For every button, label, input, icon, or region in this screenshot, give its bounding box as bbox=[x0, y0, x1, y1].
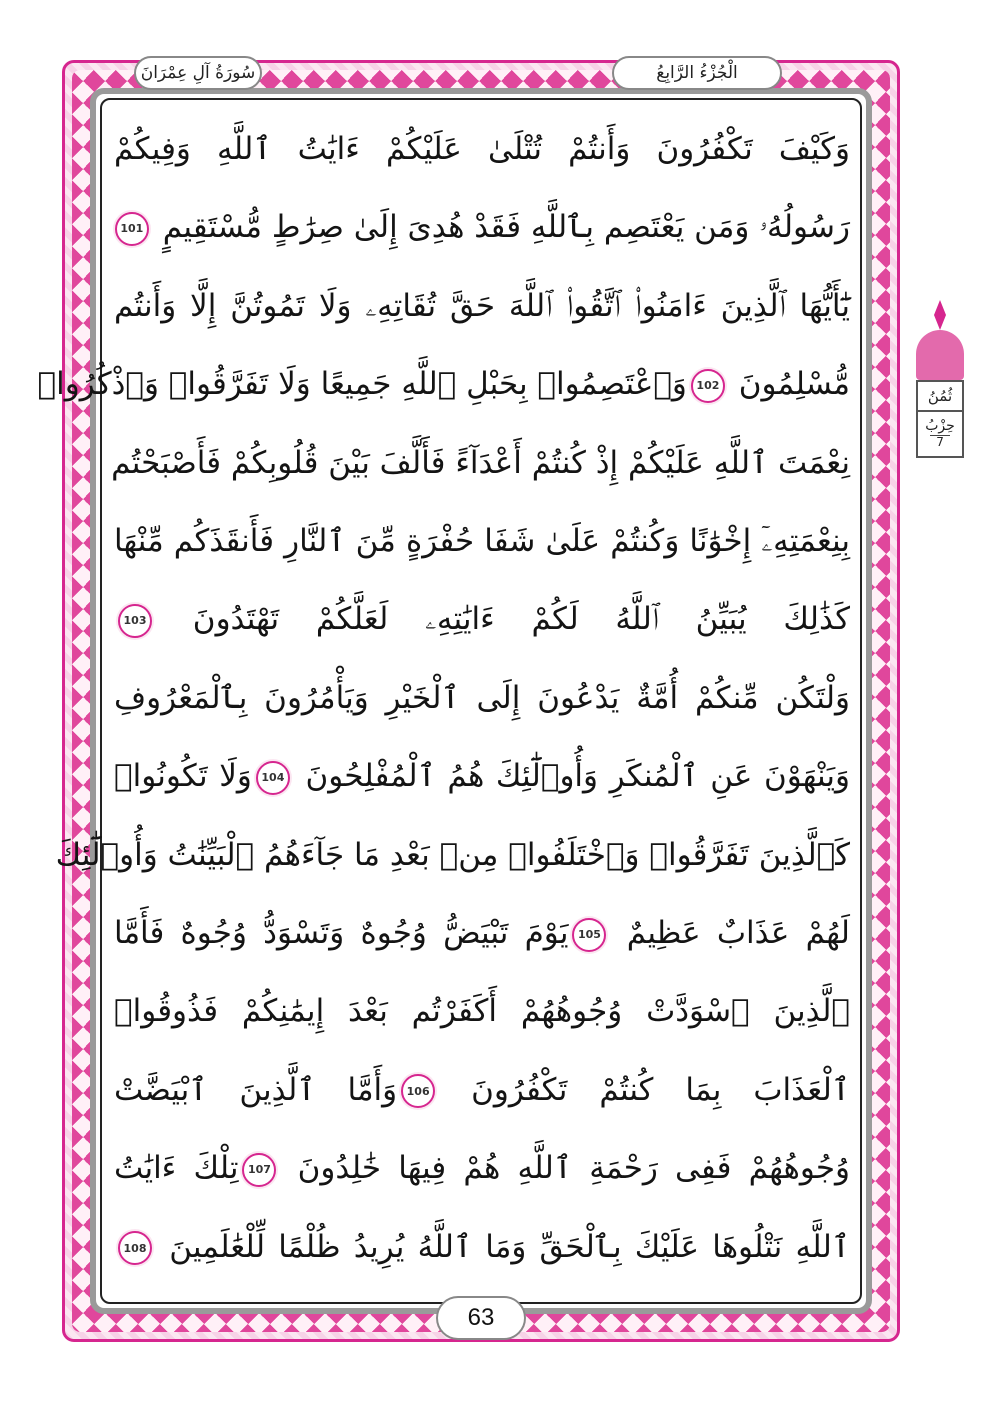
juz-title: الْجُزْءُ الرَّابِعُ bbox=[612, 56, 782, 90]
verse-line bbox=[114, 190, 850, 264]
verse-line bbox=[114, 504, 850, 578]
hizb-finial-ornament bbox=[934, 300, 946, 330]
verse-line bbox=[114, 1210, 850, 1284]
verse-line bbox=[114, 582, 850, 656]
verse-number-marker: 107 bbox=[242, 1153, 276, 1187]
verse-text: يَوْمَ تَبْيَضُّ وُجُوهٌ وَتَسْوَدُّ وُجُوهٌ فَأَمَّا bbox=[114, 915, 569, 951]
verse-text: كَٱلَّذِينَ تَفَرَّقُوا۟ وَٱخْتَلَفُوا۟ مِنۢ بَعْدِ مَا جَآءَهُمُ ٱلْبَيِّنَٰتُ وَأُو۟لَٰٓئِكَ bbox=[55, 836, 850, 873]
hizb-box bbox=[916, 412, 964, 458]
verse-line bbox=[114, 1131, 850, 1205]
verse-text-area bbox=[37, 112, 851, 1288]
verse-text: وَلَا تَكُونُوا۟ bbox=[114, 758, 252, 795]
verse-text: ٱللَّهِ نَتْلُوهَا عَلَيْكَ بِٱلْحَقِّ وَمَا ٱللَّهُ يُرِيدُ ظُلْمًا لِّلْعَٰلَمِينَ bbox=[169, 1228, 851, 1265]
verse-text: وَٱعْتَصِمُوا۟ بِحَبْلِ ٱللَّهِ جَمِيعًا وَلَا تَفَرَّقُوا۟ وَٱذْكُرُوا۟ bbox=[37, 366, 687, 403]
page-number: 63 bbox=[436, 1296, 526, 1340]
hizb-number: 7 bbox=[930, 435, 950, 449]
verse-line bbox=[114, 896, 850, 970]
verse-text: بِنِعْمَتِهِۦٓ إِخْوَٰنًا وَكُنتُمْ عَلَىٰ شَفَا حُفْرَةٍ مِّنَ ٱلنَّارِ فَأَنقَذَكُم مِّنْهَا bbox=[114, 523, 850, 559]
verse-text: وَلْتَكُن مِّنكُمْ أُمَّةٌ يَدْعُونَ إِلَى ٱلْخَيْرِ وَيَأْمُرُونَ بِٱلْمَعْرُوفِ bbox=[114, 679, 850, 716]
verse-line bbox=[114, 661, 850, 735]
verse-number-marker: 105 bbox=[572, 918, 606, 952]
verse-line bbox=[37, 347, 850, 421]
verse-number-marker: 101 bbox=[115, 212, 149, 246]
verse-line bbox=[55, 818, 850, 892]
verse-line bbox=[114, 112, 850, 186]
verse-line bbox=[114, 739, 850, 813]
verse-text: تِلْكَ ءَايَٰتُ bbox=[114, 1150, 239, 1187]
verse-number-marker: 102 bbox=[691, 369, 725, 403]
verse-line bbox=[111, 426, 850, 500]
verse-text: رَسُولُهُۥ وَمَن يَعْتَصِم بِٱللَّهِ فَقَدْ هُدِىَ إِلَىٰ صِرَٰطٍ مُّسْتَقِيمٍ bbox=[162, 209, 850, 246]
hizb-label: حِزْبُ bbox=[925, 418, 955, 435]
verse-text: وُجُوهُهُمْ فَفِى رَحْمَةِ ٱللَّهِ هُمْ فِيهَا خَٰلِدُونَ bbox=[297, 1150, 850, 1187]
verse-line bbox=[114, 1053, 850, 1127]
verse-number-marker: 103 bbox=[118, 604, 152, 638]
verse-text: يَٰٓأَيُّهَا ٱلَّذِينَ ءَامَنُوا۟ ٱتَّقُوا۟ ٱللَّهَ حَقَّ تُقَاتِهِۦ وَلَا تَمُوتُنَّ إِلَّا وَأَنتُم bbox=[114, 287, 850, 324]
verse-text: مُّسْلِمُونَ bbox=[738, 366, 850, 403]
verse-text: كَذَٰلِكَ يُبَيِّنُ ٱللَّهُ لَكُمْ ءَايَٰتِهِۦ لَعَلَّكُمْ تَهْتَدُونَ bbox=[192, 601, 850, 638]
verse-text: وَكَيْفَ تَكْفُرُونَ وَأَنتُمْ تُتْلَىٰ عَلَيْكُمْ ءَايَٰتُ ٱللَّهِ وَفِيكُمْ bbox=[114, 131, 850, 167]
verse-text: وَأَمَّا ٱلَّذِينَ ٱبْيَضَّتْ bbox=[114, 1071, 398, 1108]
verse-text: نِعْمَتَ ٱللَّهِ عَلَيْكُمْ إِذْ كُنتُمْ أَعْدَآءً فَأَلَّفَ بَيْنَ قُلُوبِكُمْ فَأَصْبَحْتُم bbox=[111, 444, 850, 481]
verse-number-marker: 104 bbox=[256, 761, 290, 795]
verse-text: لَهُمْ عَذَابٌ عَظِيمٌ bbox=[626, 915, 850, 951]
verse-number-marker: 108 bbox=[118, 1231, 152, 1265]
hizb-fraction-label: ثُمُنُ bbox=[916, 380, 964, 412]
surah-title: سُورَةُ آلِ عِمْرَانَ bbox=[134, 56, 262, 90]
hizb-dome-ornament bbox=[916, 330, 964, 380]
verse-line bbox=[114, 974, 850, 1048]
verse-text: وَيَنْهَوْنَ عَنِ ٱلْمُنكَرِ وَأُو۟لَٰٓئِكَ هُمُ ٱلْمُفْلِحُونَ bbox=[305, 758, 851, 795]
hizb-marker bbox=[912, 300, 968, 470]
verse-text: ٱلَّذِينَ ٱسْوَدَّتْ وُجُوهُهُمْ أَكَفَرْتُم بَعْدَ إِيمَٰنِكُمْ فَذُوقُوا۟ bbox=[114, 993, 850, 1030]
verse-number-marker: 106 bbox=[401, 1074, 435, 1108]
verse-line bbox=[114, 269, 850, 343]
verse-text: ٱلْعَذَابَ بِمَا كُنتُمْ تَكْفُرُونَ bbox=[471, 1071, 850, 1108]
